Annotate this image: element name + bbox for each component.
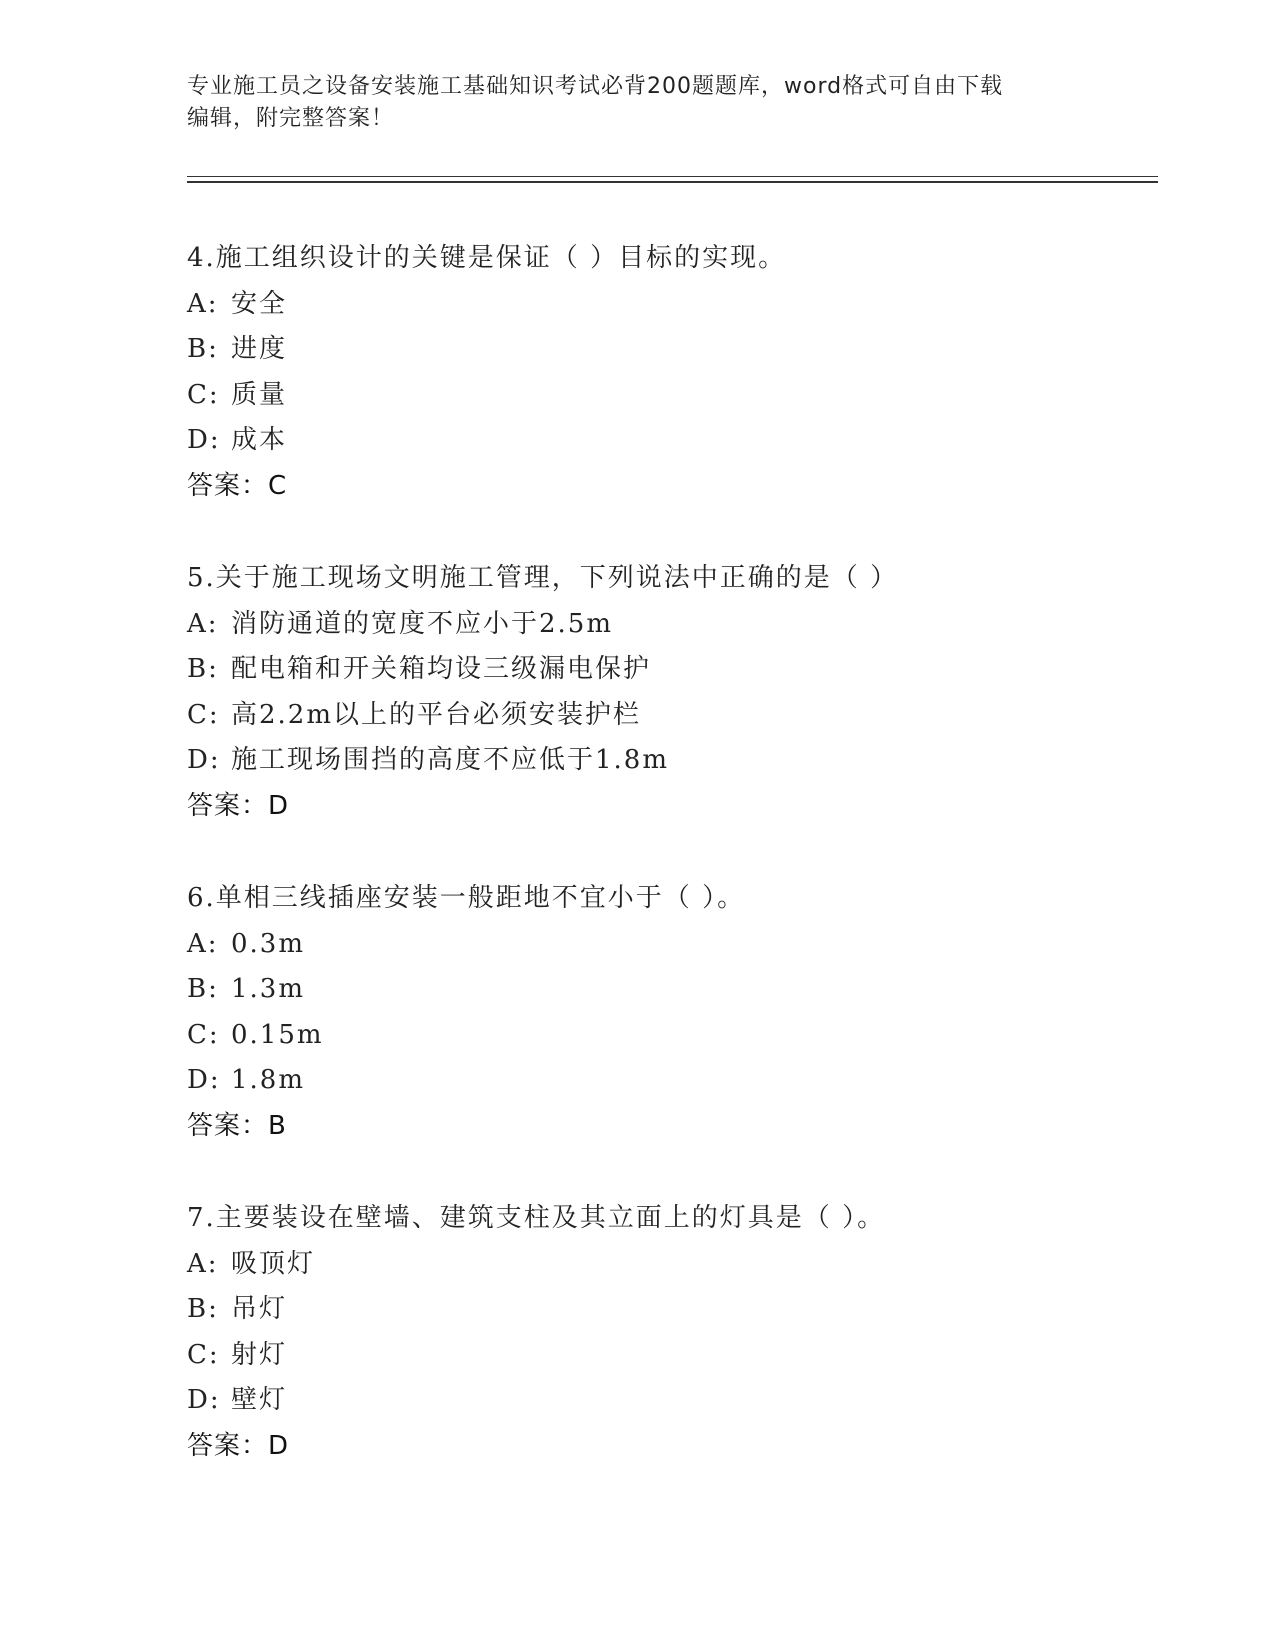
option-text: 进度 <box>231 334 288 364</box>
option-b <box>187 1287 1147 1333</box>
answer-line: 答案：D <box>187 790 290 821</box>
header-divider-thin <box>187 176 1158 177</box>
option-letter: A: <box>187 608 219 639</box>
option-c <box>187 1333 1147 1379</box>
question-stem: 5.关于施工现场文明施工管理，下列说法中正确的是（ ） <box>187 563 899 593</box>
option-letter: B: <box>187 1294 219 1324</box>
question-5 <box>187 556 1147 876</box>
header-line-2: 编辑，附完整答案！ <box>187 106 395 131</box>
option-letter: B: <box>187 654 219 684</box>
option-text: 吸顶灯 <box>231 1248 316 1279</box>
question-spacer <box>187 1149 1147 1196</box>
answer-line: 答案：D <box>187 1430 290 1461</box>
question-7 <box>187 1196 1147 1469</box>
option-a <box>187 1242 1147 1288</box>
option-letter: D: <box>187 1065 221 1095</box>
option-text: 施工现场围挡的高度不应低于1.8m <box>231 745 670 775</box>
option-text: 消防通道的宽度不应小于2.5m <box>231 608 614 639</box>
option-d <box>187 418 1147 464</box>
option-b <box>187 327 1147 373</box>
option-c <box>187 693 1147 739</box>
option-letter: A: <box>187 928 219 959</box>
answer-line: 答案：C <box>187 470 288 501</box>
document-header <box>187 71 1087 135</box>
option-letter: C: <box>187 1339 220 1370</box>
header-divider-thick <box>187 181 1158 183</box>
option-letter: D: <box>187 1385 221 1415</box>
option-text: 质量 <box>231 379 288 410</box>
option-a <box>187 282 1147 328</box>
option-text: 1.8m <box>231 1065 306 1095</box>
question-stem: 7.主要装设在壁墙、建筑支柱及其立面上的灯具是（ ）。 <box>187 1203 886 1233</box>
option-text: 高2.2m以上的平台必须安装护栏 <box>231 699 642 730</box>
option-letter: C: <box>187 1019 220 1050</box>
question-stem: 4.施工组织设计的关键是保证（ ）目标的实现。 <box>187 243 787 273</box>
option-c <box>187 1013 1147 1059</box>
option-letter: D: <box>187 425 221 455</box>
answer-line: 答案：B <box>187 1110 287 1141</box>
option-text: 射灯 <box>231 1339 288 1370</box>
option-d <box>187 1058 1147 1104</box>
option-text: 0.3m <box>231 928 306 959</box>
option-letter: A: <box>187 288 219 319</box>
option-text: 吊灯 <box>231 1294 288 1324</box>
question-spacer <box>187 829 1147 876</box>
option-c <box>187 373 1147 419</box>
question-spacer <box>187 509 1147 556</box>
option-text: 安全 <box>231 288 288 319</box>
option-text: 壁灯 <box>231 1385 288 1415</box>
option-letter: A: <box>187 1248 219 1279</box>
option-text: 配电箱和开关箱均设三级漏电保护 <box>231 654 652 684</box>
option-d <box>187 738 1147 784</box>
header-line-1: 专业施工员之设备安装施工基础知识考试必背200题题库，word格式可自由下载 <box>187 74 1004 99</box>
option-b <box>187 647 1147 693</box>
option-b <box>187 967 1147 1013</box>
option-a <box>187 922 1147 968</box>
option-letter: B: <box>187 974 219 1004</box>
option-letter: C: <box>187 699 220 730</box>
option-letter: B: <box>187 334 219 364</box>
option-text: 成本 <box>231 425 288 455</box>
option-a <box>187 602 1147 648</box>
question-list <box>187 236 1147 1469</box>
question-4 <box>187 236 1147 556</box>
option-d <box>187 1378 1147 1424</box>
option-letter: C: <box>187 379 220 410</box>
question-6 <box>187 876 1147 1196</box>
option-text: 1.3m <box>231 974 306 1004</box>
question-stem: 6.单相三线插座安装一般距地不宜小于（ ）。 <box>187 883 746 913</box>
option-text: 0.15m <box>231 1019 324 1050</box>
option-letter: D: <box>187 745 221 775</box>
